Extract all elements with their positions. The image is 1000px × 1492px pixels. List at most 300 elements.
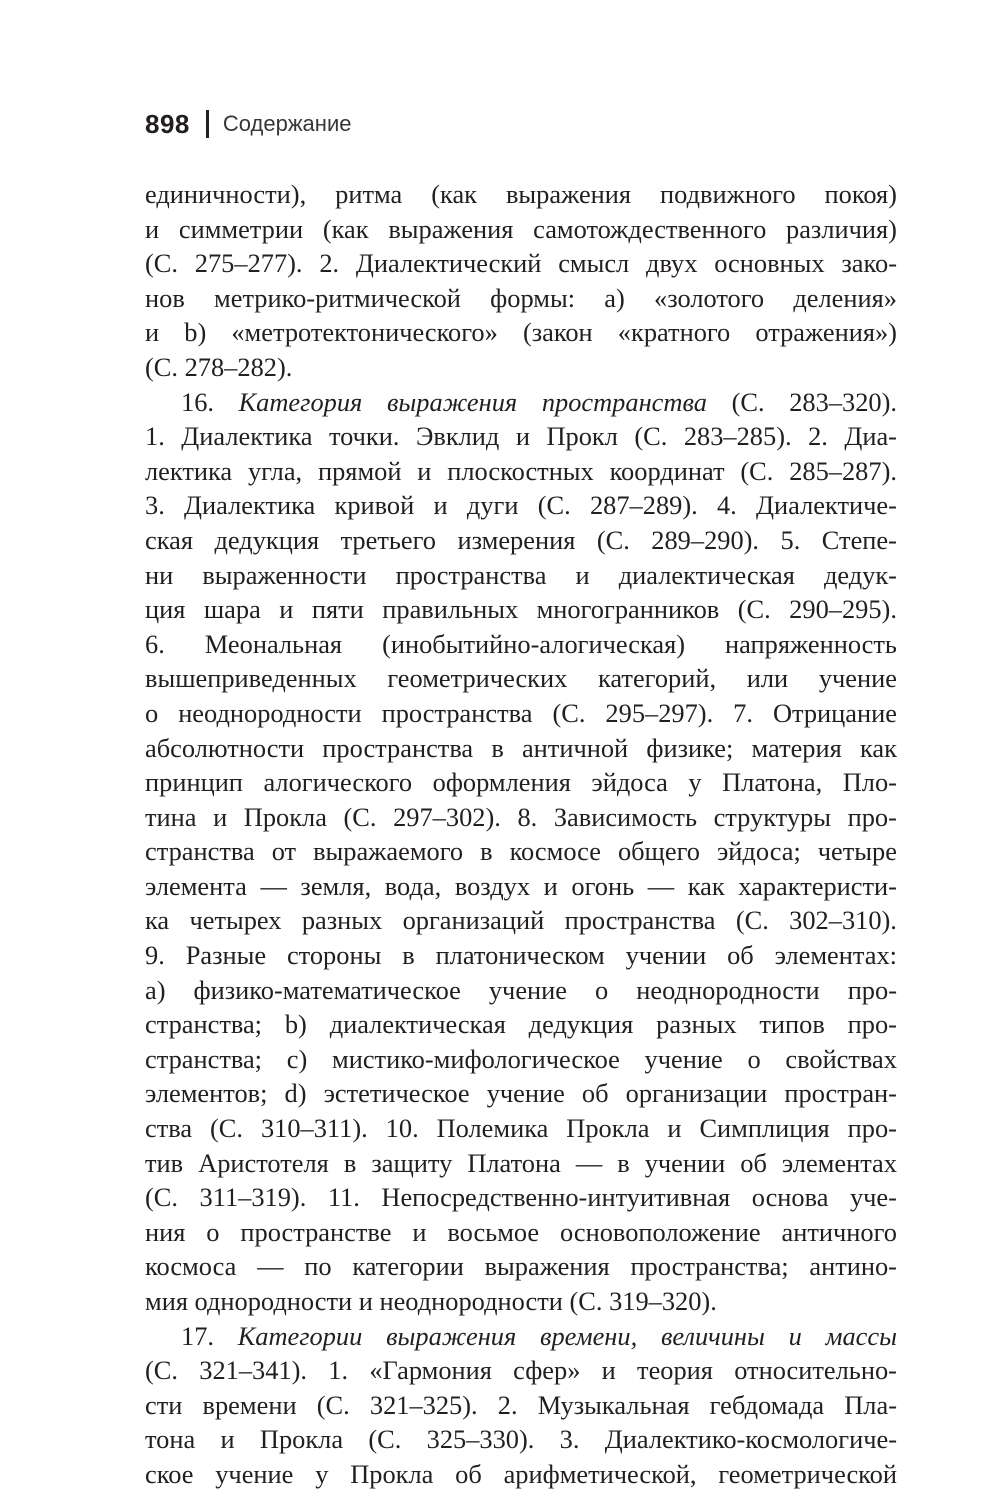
word: 275–277). bbox=[194, 248, 303, 279]
word: 3. bbox=[559, 1424, 580, 1455]
word: Полемика bbox=[436, 1113, 549, 1144]
word: как bbox=[687, 870, 725, 901]
word: «кратного bbox=[617, 317, 731, 348]
word: 325–330). bbox=[426, 1424, 535, 1455]
word: основоположение bbox=[560, 1216, 761, 1247]
word: геометрических bbox=[387, 663, 568, 694]
word: нов bbox=[145, 282, 185, 313]
italic-word: пространства bbox=[541, 386, 707, 417]
text-line bbox=[145, 523, 897, 558]
word: по bbox=[304, 1251, 332, 1282]
word: космоса bbox=[145, 1251, 237, 1282]
word: Эвклид bbox=[415, 421, 500, 452]
word: про- bbox=[847, 1113, 897, 1144]
text-line bbox=[145, 212, 897, 247]
word: угла, bbox=[247, 455, 303, 486]
word: в bbox=[617, 1147, 630, 1178]
word: платоническом bbox=[435, 940, 605, 971]
word: — bbox=[257, 1251, 284, 1282]
text-line bbox=[145, 1249, 897, 1284]
word: характеристи- bbox=[738, 870, 897, 901]
word: основа bbox=[751, 1182, 829, 1213]
word: подвижного bbox=[660, 179, 796, 209]
word: общего bbox=[617, 836, 700, 867]
text-line bbox=[145, 627, 897, 662]
word: «метротектонического» bbox=[231, 317, 498, 348]
word: 283–285). bbox=[683, 421, 792, 452]
word: как bbox=[859, 732, 897, 763]
word: учении bbox=[644, 1147, 726, 1178]
text-line bbox=[145, 177, 897, 212]
word: Прокла bbox=[350, 1458, 434, 1489]
word: и bbox=[145, 317, 160, 348]
word: — bbox=[575, 1147, 603, 1178]
word: четыре bbox=[817, 836, 897, 867]
word: тив bbox=[145, 1147, 184, 1178]
word: и bbox=[279, 594, 294, 625]
word: учение bbox=[215, 1458, 294, 1489]
word: эйдоса bbox=[591, 767, 668, 798]
word: дуги bbox=[466, 490, 519, 521]
word: абсолютности bbox=[145, 732, 305, 763]
text-line bbox=[145, 765, 897, 800]
word: формы: bbox=[490, 282, 576, 313]
word: материя bbox=[751, 732, 842, 763]
word: ция bbox=[145, 594, 186, 625]
text-line bbox=[145, 1215, 897, 1250]
word: ства bbox=[145, 1113, 193, 1144]
word: Диалектика bbox=[181, 421, 313, 452]
word: (как bbox=[431, 179, 477, 209]
word: странства; bbox=[145, 1043, 263, 1074]
word: Музыкальная bbox=[537, 1389, 690, 1420]
header-divider bbox=[206, 110, 209, 138]
word: деления» bbox=[793, 282, 897, 313]
word: про- bbox=[847, 801, 897, 832]
word: и bbox=[412, 1216, 427, 1247]
running-title: Содержание bbox=[222, 111, 352, 136]
word: учении bbox=[625, 940, 707, 971]
word: физико-математическое bbox=[193, 974, 461, 1005]
word: 3. bbox=[145, 490, 165, 521]
word: Диа- bbox=[844, 421, 897, 452]
word: Прокла bbox=[566, 1113, 650, 1144]
text-line bbox=[145, 1076, 897, 1111]
running-header bbox=[145, 106, 351, 142]
text-line bbox=[145, 592, 897, 627]
word: типов bbox=[759, 1009, 825, 1040]
word: единичности), bbox=[145, 179, 307, 209]
word: категорий, bbox=[597, 663, 717, 694]
text-line bbox=[145, 1111, 897, 1146]
word: Диалектико-космологиче- bbox=[604, 1424, 897, 1455]
text-line bbox=[145, 419, 897, 454]
text-line bbox=[145, 1007, 897, 1042]
word: а) bbox=[145, 974, 166, 1005]
word: четырех bbox=[189, 905, 282, 936]
word: физике; bbox=[646, 732, 734, 763]
word: земля, bbox=[300, 870, 372, 901]
word: пространства bbox=[564, 905, 716, 936]
word: мистико-мифологическое bbox=[332, 1043, 620, 1074]
word: пространства bbox=[381, 697, 533, 728]
word: ка bbox=[145, 905, 170, 936]
word: об bbox=[727, 940, 754, 971]
word: неоднородности bbox=[636, 974, 820, 1005]
word: 283–320). bbox=[789, 386, 897, 417]
word: теория bbox=[637, 1355, 713, 1386]
word: Симплиция bbox=[699, 1113, 830, 1144]
word: напряженность bbox=[725, 628, 897, 659]
word: защиту bbox=[371, 1147, 453, 1178]
word: (С. bbox=[737, 594, 771, 625]
word: 311–319). bbox=[199, 1182, 307, 1213]
text-line bbox=[145, 661, 897, 696]
word: 289–290). bbox=[651, 524, 760, 555]
italic-word: Категории bbox=[237, 1320, 363, 1351]
word: диалектическая bbox=[329, 1009, 506, 1040]
word: 310–311). bbox=[260, 1113, 368, 1144]
word: точки. bbox=[328, 421, 400, 452]
word: 1. bbox=[145, 421, 165, 452]
word: ния bbox=[145, 1216, 186, 1247]
word: и bbox=[515, 421, 530, 452]
word: ни bbox=[145, 559, 174, 590]
word: 9. bbox=[145, 940, 165, 971]
word: пространстве bbox=[240, 1216, 392, 1247]
word: — bbox=[647, 870, 675, 901]
word: «Гармония bbox=[369, 1355, 492, 1386]
text-line bbox=[145, 1284, 897, 1319]
word: «золотого bbox=[654, 282, 765, 313]
word: учение bbox=[486, 1078, 565, 1109]
text-line bbox=[145, 454, 897, 489]
word: учение bbox=[818, 663, 897, 694]
word: античного bbox=[781, 1216, 897, 1247]
word: основных bbox=[714, 248, 825, 279]
word: Диалектиче- bbox=[756, 490, 897, 521]
word: в bbox=[343, 1147, 357, 1178]
word: и bbox=[575, 559, 590, 590]
word: про- bbox=[847, 1009, 897, 1040]
word: разных bbox=[301, 905, 383, 936]
text-line bbox=[145, 938, 897, 973]
word: сфер» bbox=[513, 1355, 581, 1386]
word: Платона, bbox=[722, 767, 823, 798]
word: и bbox=[213, 801, 228, 832]
text-line-content: (С. 278–282). bbox=[145, 351, 293, 382]
word: Диалектический bbox=[355, 248, 542, 279]
word: или bbox=[746, 663, 789, 694]
word: (С. bbox=[537, 490, 571, 521]
word: 302–310). bbox=[789, 905, 897, 936]
word: вода, bbox=[384, 870, 442, 901]
word: странства; bbox=[145, 1009, 263, 1040]
word: 2. bbox=[808, 421, 828, 452]
word: относительно- bbox=[734, 1355, 897, 1386]
text-line bbox=[145, 246, 897, 281]
word: (С. bbox=[145, 1355, 178, 1386]
word: симметрии bbox=[178, 213, 304, 244]
word: 10. bbox=[385, 1113, 419, 1144]
word: свойствах bbox=[785, 1043, 897, 1074]
text-line bbox=[145, 1422, 897, 1457]
italic-word: и bbox=[788, 1320, 802, 1351]
text-line bbox=[145, 731, 897, 766]
word: в bbox=[402, 940, 415, 971]
word: 287–289). bbox=[589, 490, 698, 521]
word: плоскостных bbox=[447, 455, 594, 486]
word: в bbox=[491, 732, 504, 763]
text-line bbox=[145, 1146, 897, 1181]
word: метрико-ритмической bbox=[214, 282, 461, 313]
word: об bbox=[455, 1458, 482, 1489]
word: и bbox=[417, 455, 432, 486]
word: Зависимость bbox=[553, 801, 698, 832]
word: шара bbox=[203, 594, 261, 625]
word: диалектическая bbox=[618, 559, 795, 590]
text-line bbox=[145, 350, 897, 385]
word: 11. bbox=[327, 1182, 360, 1213]
page-number: 898 bbox=[145, 108, 190, 139]
word: выраженности bbox=[202, 559, 367, 590]
word: дедукция bbox=[528, 1009, 634, 1040]
word: Прокл bbox=[546, 421, 618, 452]
text-line bbox=[145, 385, 897, 420]
text-line bbox=[145, 1353, 897, 1388]
word: 2. bbox=[319, 248, 340, 279]
word: пространства bbox=[322, 732, 474, 763]
word: об bbox=[581, 1078, 609, 1109]
word: измерения bbox=[457, 524, 576, 555]
word: 16. bbox=[181, 386, 214, 417]
italic-word: времени, bbox=[540, 1320, 638, 1351]
word: (С. bbox=[731, 386, 765, 417]
word: ская bbox=[145, 524, 193, 555]
word: 5. bbox=[780, 524, 801, 555]
word: организации bbox=[625, 1078, 768, 1109]
word: 2. bbox=[497, 1389, 518, 1420]
word: стороны bbox=[286, 940, 382, 971]
word: античной bbox=[521, 732, 629, 763]
word: об bbox=[740, 1147, 767, 1178]
word: организаций bbox=[402, 905, 545, 936]
word: ритма bbox=[335, 179, 403, 209]
word: арифметической, bbox=[503, 1458, 697, 1489]
word: (С. bbox=[316, 1389, 350, 1420]
word: (С. bbox=[596, 524, 630, 555]
word: простран- bbox=[784, 1078, 897, 1109]
word: пространства bbox=[395, 559, 547, 590]
word: (С. bbox=[210, 1113, 244, 1144]
word: 297–302). bbox=[393, 801, 501, 832]
word: b) bbox=[184, 317, 207, 348]
word: 4. bbox=[716, 490, 737, 521]
word: учение bbox=[488, 974, 568, 1005]
italic-word: величины bbox=[660, 1320, 765, 1351]
word: и bbox=[145, 213, 160, 244]
word: у bbox=[688, 767, 702, 798]
word: 6. bbox=[145, 628, 165, 659]
word: (С. bbox=[343, 801, 377, 832]
word: кривой bbox=[334, 490, 415, 521]
word: воздух bbox=[454, 870, 531, 901]
text-line bbox=[145, 903, 897, 938]
word: в bbox=[480, 836, 493, 867]
word: третьего bbox=[340, 524, 436, 555]
text-line bbox=[145, 800, 897, 835]
word: странства bbox=[145, 836, 255, 867]
text-line bbox=[145, 488, 897, 523]
word: элементах: bbox=[774, 940, 897, 971]
word: восьмое bbox=[447, 1216, 540, 1247]
word: структуры bbox=[713, 801, 831, 832]
word: 290–295). bbox=[789, 594, 897, 625]
word: b) bbox=[284, 1009, 307, 1040]
word: геометрической bbox=[718, 1458, 897, 1489]
word: (С. bbox=[368, 1424, 402, 1455]
word: уче- bbox=[849, 1182, 897, 1213]
word: (С. bbox=[552, 697, 586, 728]
word: разных bbox=[656, 1009, 737, 1040]
word: тина bbox=[145, 801, 197, 832]
word: дедукция bbox=[214, 524, 320, 555]
word: огонь bbox=[571, 870, 635, 901]
word: Степе- bbox=[821, 524, 897, 555]
word: (С. bbox=[145, 1182, 178, 1213]
word: эстетическое bbox=[323, 1078, 470, 1109]
word: про- bbox=[847, 974, 897, 1005]
word: 8. bbox=[517, 801, 538, 832]
word: выражаемого bbox=[313, 836, 464, 867]
word: Пло- bbox=[842, 767, 897, 798]
word: 295–297). bbox=[605, 697, 714, 728]
word: и bbox=[220, 1424, 235, 1455]
word: ское bbox=[145, 1458, 194, 1489]
word: различия) bbox=[786, 213, 897, 244]
text-line bbox=[145, 696, 897, 731]
word: выражения bbox=[388, 213, 514, 244]
word: Прокла bbox=[259, 1424, 344, 1455]
word: сти bbox=[145, 1389, 183, 1420]
word: Диалектика bbox=[184, 490, 316, 521]
word: гебдомада bbox=[709, 1389, 825, 1420]
word: оформления bbox=[432, 767, 571, 798]
word: и bbox=[601, 1355, 616, 1386]
word: антино- bbox=[809, 1251, 897, 1282]
word: и bbox=[667, 1113, 682, 1144]
word: — bbox=[260, 870, 287, 901]
text-line bbox=[145, 558, 897, 593]
word: о bbox=[747, 1043, 761, 1074]
text-line bbox=[145, 281, 897, 316]
word: с) bbox=[286, 1043, 308, 1074]
word: эйдоса; bbox=[716, 836, 801, 867]
word: космосе bbox=[509, 836, 601, 867]
word: координат bbox=[609, 455, 725, 486]
word: двух bbox=[646, 248, 698, 279]
word: Непосредственно-интуитивная bbox=[381, 1182, 731, 1213]
word: Отрицание bbox=[772, 697, 897, 728]
word: 321–341). bbox=[199, 1355, 308, 1386]
word: 7. bbox=[733, 697, 753, 728]
word: выражения bbox=[505, 179, 632, 209]
word: времени bbox=[202, 1389, 297, 1420]
word: d) bbox=[284, 1078, 307, 1109]
word: неоднородности bbox=[178, 697, 362, 728]
word: (С. bbox=[735, 905, 769, 936]
word: категории bbox=[352, 1251, 464, 1282]
word: 321–325). bbox=[369, 1389, 478, 1420]
word: Пла- bbox=[844, 1389, 897, 1420]
word: о bbox=[595, 974, 609, 1005]
word: и bbox=[543, 870, 558, 901]
italic-word: выражения bbox=[386, 386, 518, 417]
word: 17. bbox=[181, 1320, 214, 1351]
word: о bbox=[206, 1216, 220, 1247]
word: Прокла bbox=[243, 801, 327, 832]
word: прямой bbox=[317, 455, 402, 486]
text-line bbox=[145, 973, 897, 1008]
word: алогического bbox=[263, 767, 413, 798]
word: дедук- bbox=[823, 559, 897, 590]
word: Аристотеля bbox=[198, 1147, 329, 1178]
text-line-content: мия однородности и неоднородности (С. 319–320). bbox=[145, 1286, 717, 1316]
word: зако- bbox=[841, 248, 897, 279]
word: самотождественного bbox=[533, 213, 767, 244]
word: пространства; bbox=[630, 1251, 789, 1282]
word: а) bbox=[604, 282, 625, 313]
italic-word: выражения bbox=[386, 1320, 517, 1351]
word: выражения bbox=[484, 1251, 610, 1282]
word: вышеприведенных bbox=[145, 663, 357, 694]
word: элемента bbox=[145, 870, 247, 901]
word: правильных bbox=[382, 594, 519, 625]
word: пяти bbox=[311, 594, 364, 625]
word: 1. bbox=[328, 1355, 349, 1386]
word: у bbox=[315, 1458, 329, 1489]
word: (инобытийно-алогическая) bbox=[382, 628, 686, 659]
word: Разные bbox=[185, 940, 267, 971]
text-line bbox=[145, 1042, 897, 1077]
italic-word: Категория bbox=[238, 386, 363, 417]
word: тона bbox=[145, 1424, 196, 1455]
word: Меональная bbox=[204, 628, 343, 659]
text-line bbox=[145, 834, 897, 869]
word: (как bbox=[322, 213, 369, 244]
italic-word: массы bbox=[825, 1320, 897, 1351]
word: 285–287). bbox=[789, 455, 897, 486]
text-line bbox=[145, 1319, 897, 1354]
text-line bbox=[145, 869, 897, 904]
word: покоя) bbox=[824, 179, 897, 209]
word: элементах bbox=[781, 1147, 897, 1178]
word: элементов; bbox=[145, 1078, 268, 1109]
text-line bbox=[145, 1388, 897, 1423]
toc-body-text bbox=[145, 177, 897, 1492]
word: Платона bbox=[467, 1147, 561, 1178]
word: (С. bbox=[740, 455, 774, 486]
word: (закон bbox=[522, 317, 593, 348]
word: лектика bbox=[145, 455, 233, 486]
text-line bbox=[145, 1457, 897, 1492]
word: от bbox=[271, 836, 297, 867]
text-line bbox=[145, 1180, 897, 1215]
word: принцип bbox=[145, 767, 243, 798]
word: о bbox=[145, 697, 159, 728]
word: учение bbox=[644, 1043, 723, 1074]
word: многогранников bbox=[536, 594, 720, 625]
